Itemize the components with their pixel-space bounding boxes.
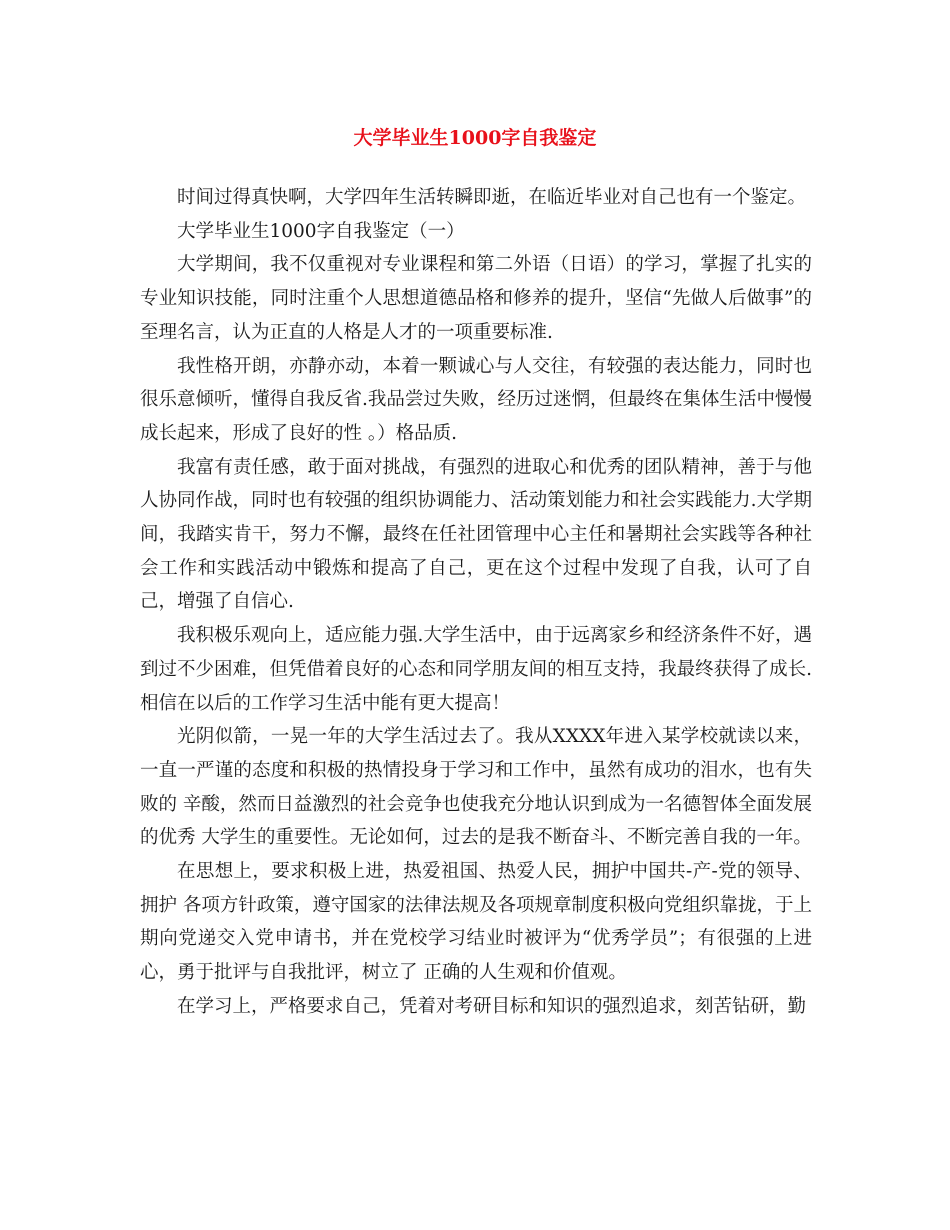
document-title: 大学毕业生1000字自我鉴定 [353, 127, 597, 149]
paragraph-learning: 在学习上，严格要求自己，凭着对考研目标和知识的强烈追求，刻苦钻研，勤 [177, 995, 807, 1017]
paragraph-optimism: 我积极乐观向上，适应能力强.大学生活中，由于远离家乡和经济条件不好，遇到过不少困难，但凭借着良好的心态和同学朋友间的相互支持，我最终获得了成长.相信在以后的工作学习生活中能有更大提高！ [140, 625, 812, 714]
paragraph-intro: 时间过得真快啊，大学四年生活转瞬即逝，在临近毕业对自己也有一个鉴定。 [177, 187, 807, 208]
paragraph-ideology: 在思想上，要求积极上进，热爱祖国、热爱人民，拥护中国共-产-党的领导、拥护 各项方针政策，遵守国家的法律法规及各项规章制度积极向党组织靠拢，于上期向党递交入党申请书，并在党校学习结业时被评为“优秀学员”；有很强的上进心，勇于批评与自我批评，树立了 正确的人生观和价值观。 [140, 861, 812, 984]
paragraph-study: 大学期间，我不仅重视对专业课程和第二外语（日语）的学习，掌握了扎实的专业知识技能，同时注重个人思想道德品格和修养的提升，坚信“先做人后做事”的至理名言，认为正直的人格是人才的一项重要标准. [140, 254, 812, 343]
section-heading: 大学毕业生1000字自我鉴定（一） [177, 220, 465, 242]
paragraph-personality: 我性格开朗，亦静亦动，本着一颗诚心与人交往，有较强的表达能力，同时也很乐意倾听，懂得自我反省.我品尝过失败，经历过迷惘，但最终在集体生活中慢慢成长起来，形成了良好的性 。）格品质. [140, 355, 812, 444]
paragraph-year-review: 光阴似箭，一晃一年的大学生活过去了。我从XXXX年进入某学校就读以来，一直一严谨的态度和积极的热情投身于学习和工作中，虽然有成功的泪水，也有失败的 辛酸，然而日益激烈的社会竞争也使我充分地认识到成为一名德智体全面发展的优秀 大学生的重要性。无论如何，过去的是我不断奋斗、不断完善自我的一年。 [140, 726, 812, 849]
document-body [140, 181, 812, 1024]
paragraph-responsibility: 我富有责任感，敢于面对挑战，有强烈的进取心和优秀的团队精神，善于与他人协同作战，同时也有较强的组织协调能力、活动策划能力和社会实践能力.大学期间，我踏实肯干，努力不懈，最终在任社团管理中心主任和暑期社会实践等各种社会工作和实践活动中锻炼和提高了自己，更在这个过程中发现了自我，认可了自己，增强了自信心. [140, 456, 812, 613]
